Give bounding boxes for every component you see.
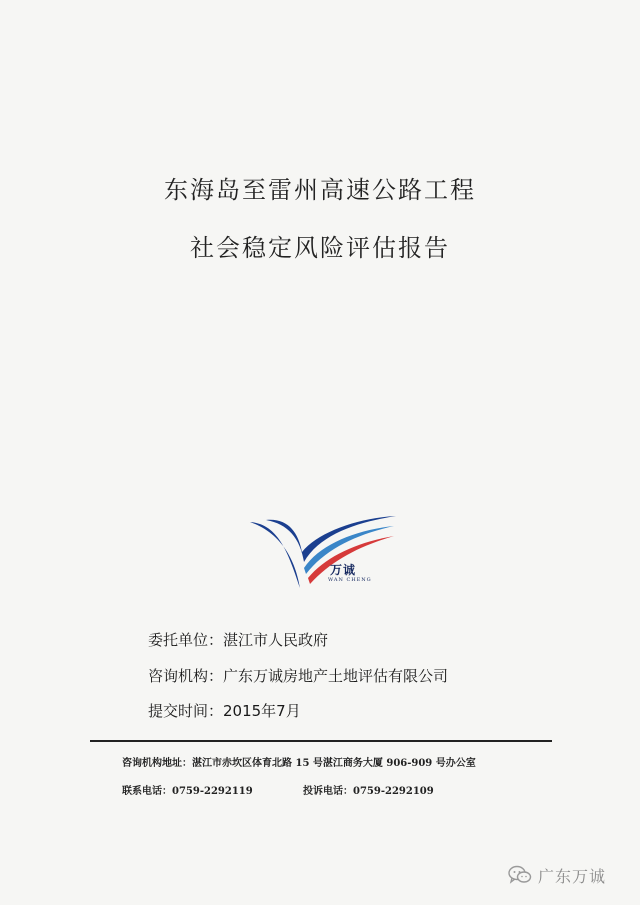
footer-address: 咨询机构地址：湛江市赤坎区体育北路 15 号湛江商务大厦 906-909 号办公室 xyxy=(122,758,476,769)
report-title-line-2: 社会稳定风险评估报告 xyxy=(190,234,450,262)
footer-complaint-phone: 投诉电话：0759-2292109 xyxy=(303,786,434,797)
submission-date: 提交时间：2015年7月 xyxy=(148,702,301,720)
wechat-icon xyxy=(508,865,532,885)
footer-divider xyxy=(90,740,552,742)
logo-name-en: WAN CHENG xyxy=(328,577,372,583)
consultant-info: 咨询机构：广东万诚房地产土地评估有限公司 xyxy=(148,667,449,685)
logo-blue-arc xyxy=(266,516,396,562)
client-info: 委托单位：湛江市人民政府 xyxy=(148,631,329,649)
watermark-text: 广东万诚 xyxy=(538,866,607,886)
logo-name-cn: 万诚 xyxy=(330,563,357,577)
wancheng-logo-icon xyxy=(248,512,398,592)
report-title-line-1: 东海岛至雷州高速公路工程 xyxy=(164,176,476,204)
footer-contact-phone: 联系电话：0759-2292119 xyxy=(122,786,253,797)
wechat-watermark xyxy=(508,862,606,888)
